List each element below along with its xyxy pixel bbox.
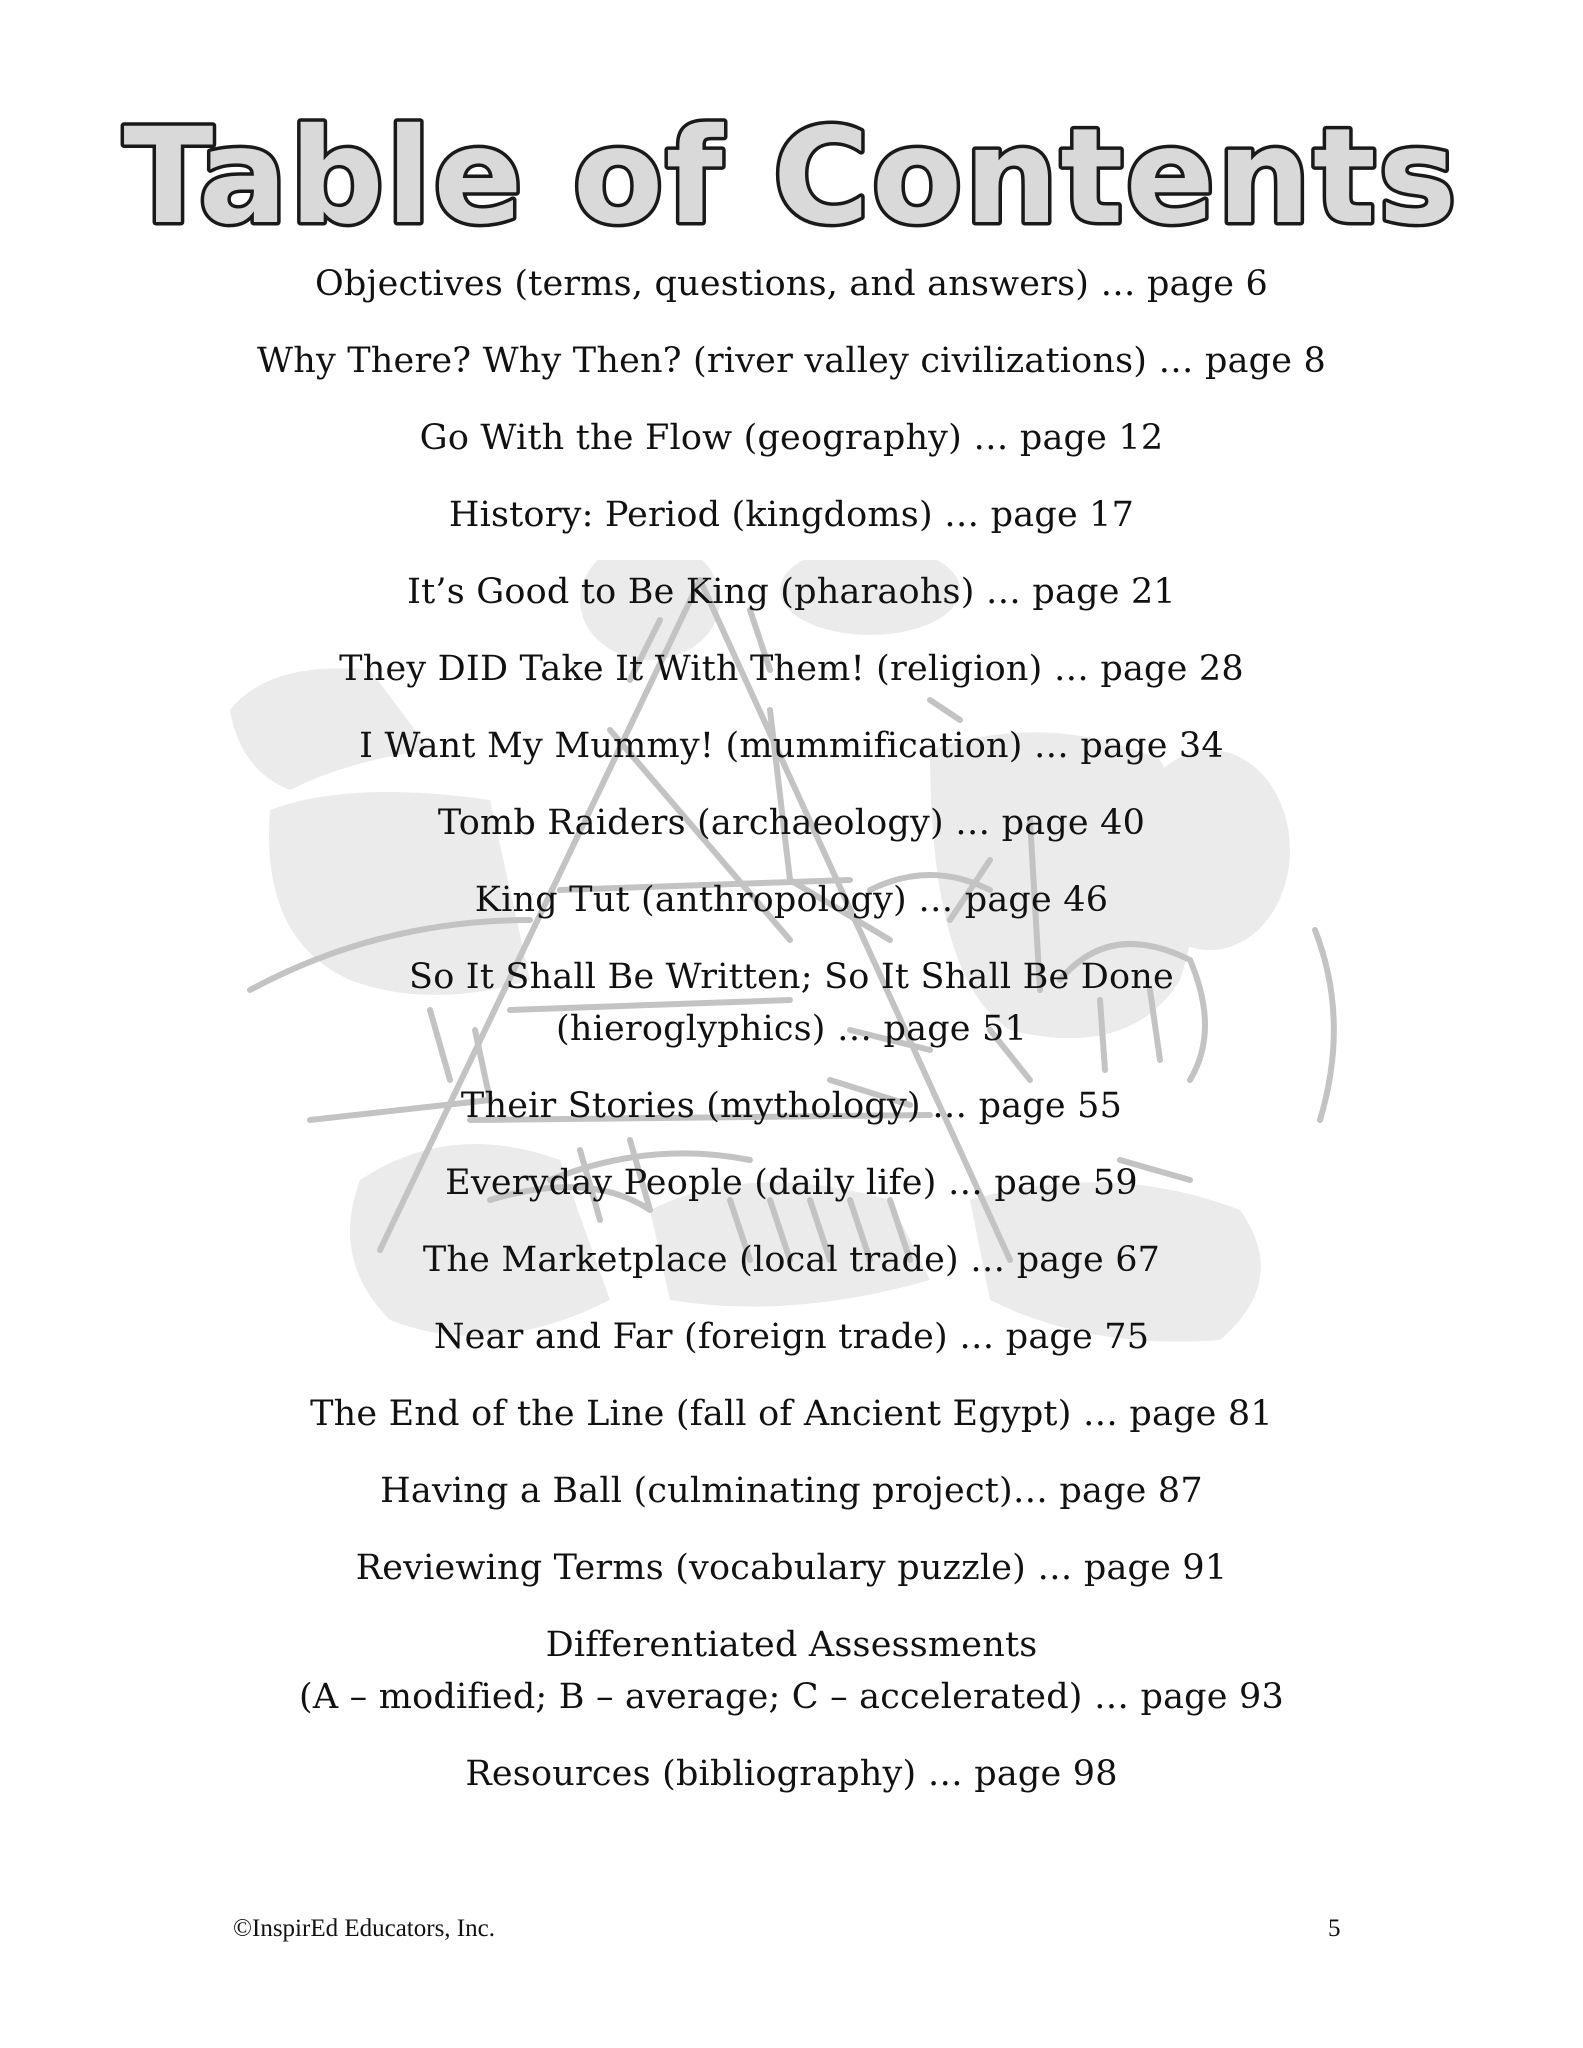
toc-entry[interactable] (0, 1542, 1583, 1594)
page-title (0, 80, 1583, 260)
toc-entry[interactable] (0, 489, 1583, 541)
toc-entry-text: History: Period (kingdoms) … page 17 (448, 495, 1135, 535)
toc-entry[interactable] (0, 566, 1583, 618)
toc-entry-text: Why There? Why Then? (river valley civilizations) … page 8 (257, 341, 1326, 381)
toc-entry-text: They DID Take It With Them! (religion) … page 28 (339, 649, 1244, 689)
toc-entry-text: Resources (bibliography) … page 98 (465, 1754, 1118, 1794)
toc-entry-text: The Marketplace (local trade) … page 67 (422, 1240, 1161, 1280)
toc-entry[interactable] (0, 1465, 1583, 1517)
page-number: 5 (1328, 1915, 1341, 1942)
toc-entry-text: Objectives (terms, questions, and answers) … page 6 (315, 264, 1268, 304)
toc-entry[interactable] (0, 874, 1583, 926)
toc-entry-text-continued: (A – modified; B – average; C – accelerated) … page 93 (299, 1677, 1284, 1717)
toc-entry-text: Go With the Flow (geography) … page 12 (419, 418, 1164, 458)
toc-entry[interactable] (0, 797, 1583, 849)
toc-entry-text: Tomb Raiders (archaeology) … page 40 (437, 803, 1146, 843)
toc-entry-text: The End of the Line (fall of Ancient Egypt) … page 81 (310, 1394, 1273, 1434)
toc-entry-text: Differentiated Assessments (545, 1625, 1038, 1665)
toc-entry[interactable] (0, 720, 1583, 772)
toc-entry-text: So It Shall Be Written; So It Shall Be Done (409, 957, 1174, 997)
title-text: Table of Contents (123, 100, 1459, 254)
toc-entry[interactable] (0, 951, 1583, 1055)
toc-entry[interactable] (0, 258, 1583, 310)
toc-entry[interactable] (0, 1234, 1583, 1286)
toc-entry-text: Near and Far (foreign trade) … page 75 (433, 1317, 1150, 1357)
toc-entry[interactable] (0, 643, 1583, 695)
copyright-notice: ©InspirEd Educators, Inc. (233, 1915, 495, 1942)
toc-entry[interactable] (0, 1311, 1583, 1363)
toc-entry-text: Reviewing Terms (vocabulary puzzle) … page 91 (355, 1548, 1228, 1588)
toc-entry[interactable] (0, 1080, 1583, 1132)
toc-entry[interactable] (0, 412, 1583, 464)
toc-entry[interactable] (0, 1388, 1583, 1440)
toc-entry-text: I Want My Mummy! (mummification) … page 34 (359, 726, 1224, 766)
toc-entry-text: King Tut (anthropology) … page 46 (474, 880, 1109, 920)
toc-entry-text: Everyday People (daily life) … page 59 (445, 1163, 1138, 1203)
toc-entry-text: Having a Ball (culminating project)… page 87 (380, 1471, 1203, 1511)
toc-entry[interactable] (0, 1157, 1583, 1209)
toc-entry[interactable] (0, 1748, 1583, 1800)
toc-entry[interactable] (0, 1619, 1583, 1723)
toc-list (0, 258, 1583, 1825)
toc-entry-text-continued: (hieroglyphics) … page 51 (556, 1009, 1027, 1049)
toc-entry[interactable] (0, 335, 1583, 387)
toc-entry-text: Their Stories (mythology) … page 55 (460, 1086, 1123, 1126)
toc-entry-text: It’s Good to Be King (pharaohs) … page 21 (407, 572, 1176, 612)
